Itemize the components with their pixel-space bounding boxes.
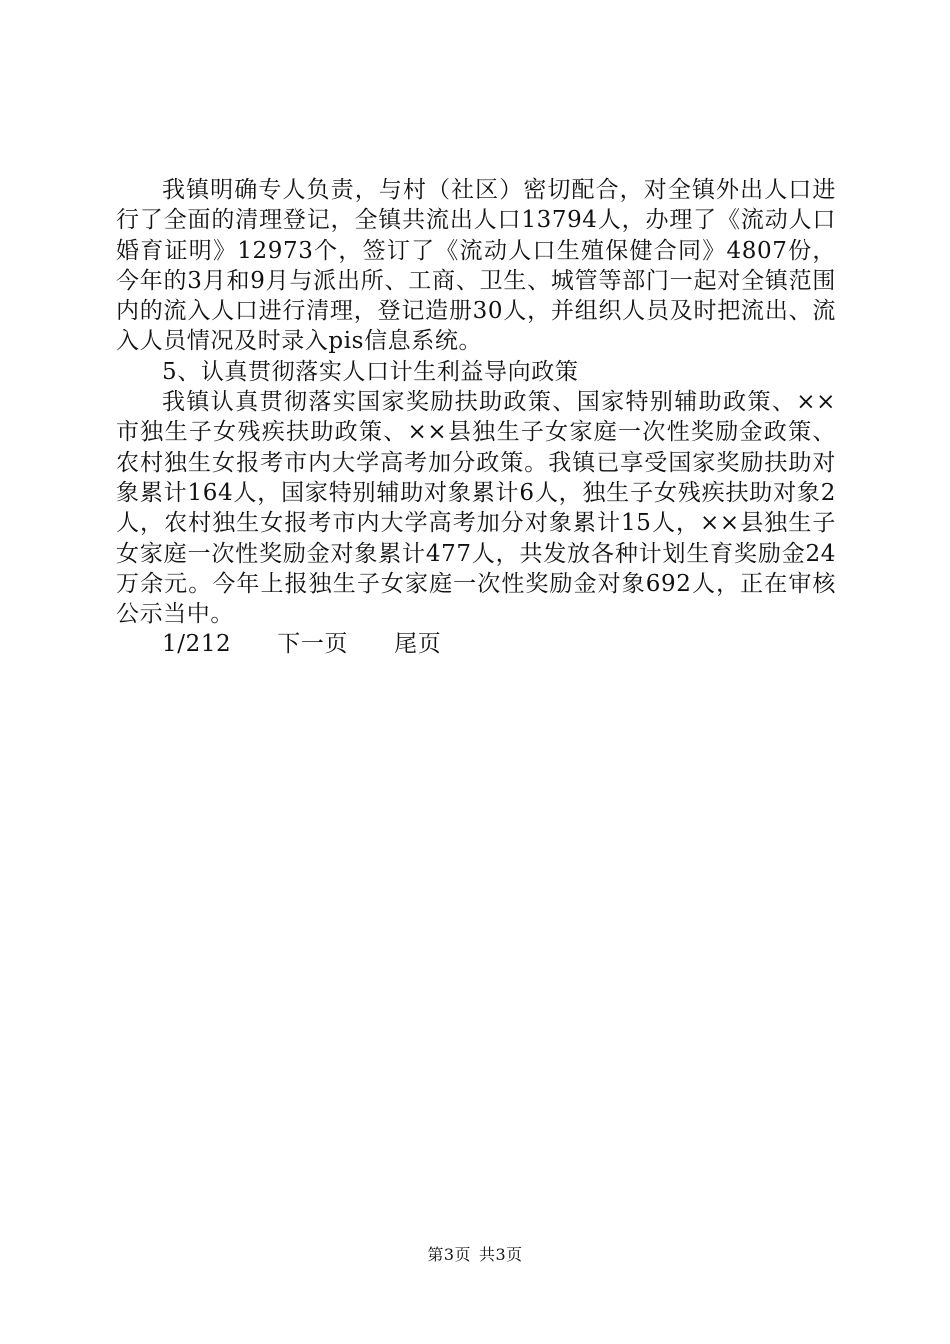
document-body [116,175,836,660]
next-page-link[interactable]: 下一页 [277,631,349,658]
page-footer [0,1242,950,1265]
section-heading-policy: 5、认真贯彻落实人口计生利益导向政策 [162,358,579,385]
last-page-link[interactable]: 尾页 [394,631,442,658]
paragraph-population-registration: 我镇明确专人负责，与村（社区）密切配合，对全镇外出人口进行了全面的清理登记，全镇共流出人口13794人，办理了《流动人口婚育证明》12973个，签订了《流动人口生殖保健合同》4807份，今年的3月和9月与派出所、工商、卫生、城管等部门一起对全镇范围内的流入人口进行清理，登记造册30人，并组织人员及时把流出、流入人员情况及时录入pis信息系统。 [116,177,836,355]
total-pages-label: 共3页 [479,1245,523,1264]
paragraph-reward-policy: 我镇认真贯彻落实国家奖励扶助政策、国家特别辅助政策、××市独生子女残疾扶助政策、××县独生子女家庭一次性奖励金政策、农村独生女报考市内大学高考加分政策。我镇已享受国家奖励扶助对象累计164人，国家特别辅助对象累计6人，独生子女残疾扶助对象2人，农村独生女报考市内大学高考加分对象累计15人，××县独生子女家庭一次性奖励金对象累计477人，共发放各种计划生育奖励金24万余元。今年上报独生子女家庭一次性奖励金对象692人，正在审核公示当中。 [116,389,836,628]
pagination [116,629,836,659]
pagination-position: 1/212 [162,631,232,658]
current-page-label: 第3页 [427,1245,471,1264]
